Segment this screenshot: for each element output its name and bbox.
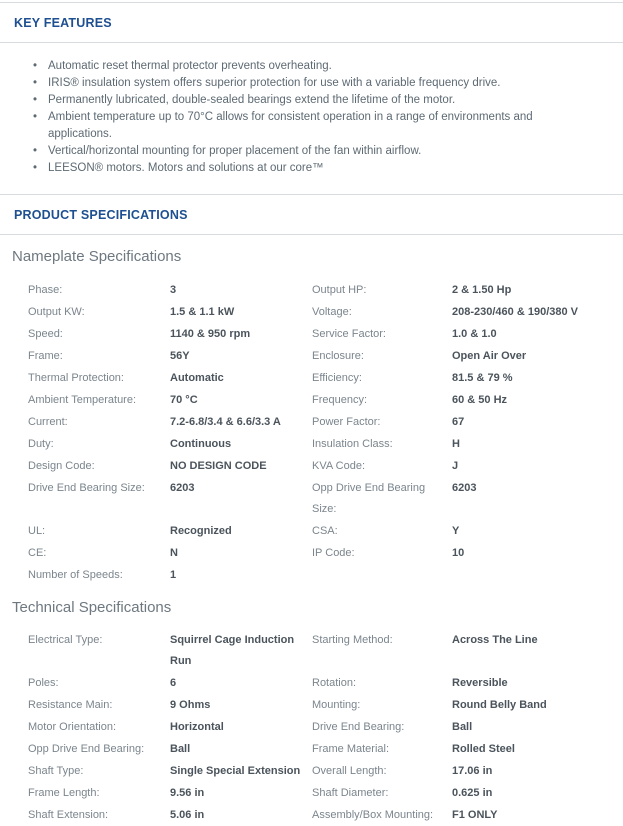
spec-value: 60 & 50 Hz xyxy=(452,394,508,406)
spec-row xyxy=(28,302,615,323)
spec-row xyxy=(28,717,615,738)
spec-row xyxy=(28,324,615,345)
spec-label: Frame Length: xyxy=(28,787,100,799)
spec-row xyxy=(28,280,615,301)
spec-row xyxy=(28,346,615,367)
spec-label: Assembly/Box Mounting: xyxy=(312,809,434,821)
spec-label: Opp Drive End Bearing: xyxy=(28,743,145,755)
spec-label: Output KW: xyxy=(28,306,85,318)
spec-value: H xyxy=(452,438,460,450)
feature-item xyxy=(0,143,593,160)
spec-value: 70 °C xyxy=(170,394,198,406)
bullet-icon: • xyxy=(33,111,38,123)
bullet-icon: • xyxy=(33,94,38,106)
spec-row xyxy=(28,412,615,433)
feature-item xyxy=(0,92,593,109)
spec-label: Voltage: xyxy=(312,306,352,318)
spec-value: 67 xyxy=(452,416,465,428)
spec-label: CE: xyxy=(28,547,47,559)
spec-value: 1.5 & 1.1 kW xyxy=(170,306,235,318)
spec-row xyxy=(28,543,615,564)
spec-label: Output HP: xyxy=(312,284,367,296)
spec-label: Overall Length: xyxy=(312,765,387,777)
spec-value: N xyxy=(170,547,178,559)
bullet-icon: • xyxy=(33,60,38,72)
spec-row xyxy=(28,673,615,694)
spec-row xyxy=(28,368,615,389)
spec-label: Rotation: xyxy=(312,677,357,689)
feature-text: Vertical/horizontal mounting for proper placement of the fan within airflow. xyxy=(48,145,422,157)
product-spec-page xyxy=(0,2,623,821)
spec-value: Reversible xyxy=(452,677,508,689)
spec-value: 5.06 in xyxy=(170,809,205,821)
spec-label: Starting Method: xyxy=(312,634,393,646)
feature-text: Ambient temperature up to 70°C allows for consistent operation in a range of environments and applications. xyxy=(48,111,533,140)
spec-label: Phase: xyxy=(28,284,63,296)
spec-label: Design Code: xyxy=(28,460,95,472)
spec-label: Ambient Temperature: xyxy=(28,394,137,406)
product-specifications-title: PRODUCT SPECIFICATIONS xyxy=(14,208,188,222)
spec-label: Current: xyxy=(28,416,68,428)
spec-row xyxy=(28,695,615,716)
spec-value xyxy=(452,565,615,586)
technical-specifications-heading: Technical Specifications xyxy=(12,599,172,616)
spec-row xyxy=(28,630,615,672)
spec-label: Service Factor: xyxy=(312,328,386,340)
spec-label: Mounting: xyxy=(312,699,361,711)
spec-label: Duty: xyxy=(28,438,54,450)
feature-text: Permanently lubricated, double-sealed bearings extend the lifetime of the motor. xyxy=(48,94,456,106)
spec-label: UL: xyxy=(28,525,46,537)
spec-label: Frame: xyxy=(28,350,63,362)
spec-row xyxy=(28,390,615,411)
spec-value: 208-230/460 & 190/380 V xyxy=(452,306,578,318)
feature-item xyxy=(0,58,593,75)
spec-value: Ball xyxy=(170,743,191,755)
spec-label: Electrical Type: xyxy=(28,634,103,646)
spec-row xyxy=(28,739,615,760)
spec-value: NO DESIGN CODE xyxy=(170,460,267,472)
spec-label: Motor Orientation: xyxy=(28,721,117,733)
spec-row xyxy=(28,521,615,542)
spec-row xyxy=(28,456,615,477)
spec-value: 1 xyxy=(170,569,177,581)
spec-label: Shaft Extension: xyxy=(28,809,109,821)
spec-value: Rolled Steel xyxy=(452,743,515,755)
spec-label: Frequency: xyxy=(312,394,368,406)
feature-text: IRIS® insulation system offers superior protection for use with a variable frequency drive. xyxy=(48,77,501,89)
spec-label: Enclosure: xyxy=(312,350,364,362)
spec-value: Ball xyxy=(452,721,473,733)
spec-value: Single Special Extension xyxy=(170,765,301,777)
feature-text: Automatic reset thermal protector prevents overheating. xyxy=(48,60,332,72)
spec-label: Power Factor: xyxy=(312,416,381,428)
product-specifications-section xyxy=(0,195,623,826)
spec-value: F1 ONLY xyxy=(452,809,498,821)
spec-value: 9.56 in xyxy=(170,787,205,799)
key-features-list xyxy=(0,58,623,177)
product-specifications-divider xyxy=(0,234,623,235)
spec-value: 2 & 1.50 Hp xyxy=(452,284,512,296)
key-features-section xyxy=(0,3,623,177)
spec-value: Continuous xyxy=(170,438,232,450)
spec-value: 1140 & 950 rpm xyxy=(170,328,251,340)
spec-row xyxy=(28,805,615,826)
spec-label: Thermal Protection: xyxy=(28,372,124,384)
feature-item xyxy=(0,109,593,143)
spec-label: IP Code: xyxy=(312,547,355,559)
spec-label: Opp Drive End Bearing Size: xyxy=(312,482,426,515)
spec-label: Drive End Bearing Size: xyxy=(28,482,145,494)
spec-row xyxy=(28,434,615,455)
spec-label: Insulation Class: xyxy=(312,438,393,450)
spec-value: 6203 xyxy=(170,482,195,494)
spec-value: Across The Line xyxy=(452,634,538,646)
spec-value: 6203 xyxy=(452,482,477,494)
spec-row xyxy=(28,783,615,804)
spec-label xyxy=(312,565,452,586)
spec-label: Efficiency: xyxy=(312,372,362,384)
nameplate-spec-table xyxy=(0,280,623,586)
spec-label: Drive End Bearing: xyxy=(312,721,405,733)
spec-row xyxy=(28,761,615,782)
spec-value: Open Air Over xyxy=(452,350,527,362)
spec-label: Speed: xyxy=(28,328,63,340)
spec-value: Y xyxy=(452,525,460,537)
spec-value: 0.625 in xyxy=(452,787,493,799)
key-features-divider xyxy=(0,42,623,43)
spec-value: 3 xyxy=(170,284,177,296)
feature-text: LEESON® motors. Motors and solutions at our core™ xyxy=(48,162,324,174)
spec-label: KVA Code: xyxy=(312,460,365,472)
spec-label: Poles: xyxy=(28,677,59,689)
nameplate-specifications-heading: Nameplate Specifications xyxy=(12,248,182,265)
spec-label: Shaft Diameter: xyxy=(312,787,389,799)
spec-label: Frame Material: xyxy=(312,743,390,755)
spec-value: 10 xyxy=(452,547,465,559)
spec-value: Round Belly Band xyxy=(452,699,547,711)
spec-label: Number of Speeds: xyxy=(28,569,123,581)
bullet-icon: • xyxy=(33,77,38,89)
spec-label: Shaft Type: xyxy=(28,765,84,777)
spec-row xyxy=(28,565,615,586)
feature-item xyxy=(0,160,593,177)
spec-value: 56Y xyxy=(170,350,190,362)
spec-value: Automatic xyxy=(170,372,224,384)
spec-value: 6 xyxy=(170,677,177,689)
spec-value: Recognized xyxy=(170,525,232,537)
spec-value: 1.0 & 1.0 xyxy=(452,328,497,340)
feature-item xyxy=(0,75,593,92)
spec-row xyxy=(28,478,615,520)
spec-value: 17.06 in xyxy=(452,765,493,777)
spec-value: 81.5 & 79 % xyxy=(452,372,513,384)
spec-label: Resistance Main: xyxy=(28,699,113,711)
spec-value: 9 Ohms xyxy=(170,699,211,711)
bullet-icon: • xyxy=(33,145,38,157)
spec-label: CSA: xyxy=(312,525,338,537)
key-features-title: KEY FEATURES xyxy=(14,16,112,30)
spec-value: Horizontal xyxy=(170,721,224,733)
spec-value: Squirrel Cage Induction Run xyxy=(170,634,295,667)
bullet-icon: • xyxy=(33,162,38,174)
technical-spec-table xyxy=(0,630,623,826)
spec-value: 7.2-6.8/3.4 & 6.6/3.3 A xyxy=(170,416,281,428)
spec-value: J xyxy=(452,460,459,472)
